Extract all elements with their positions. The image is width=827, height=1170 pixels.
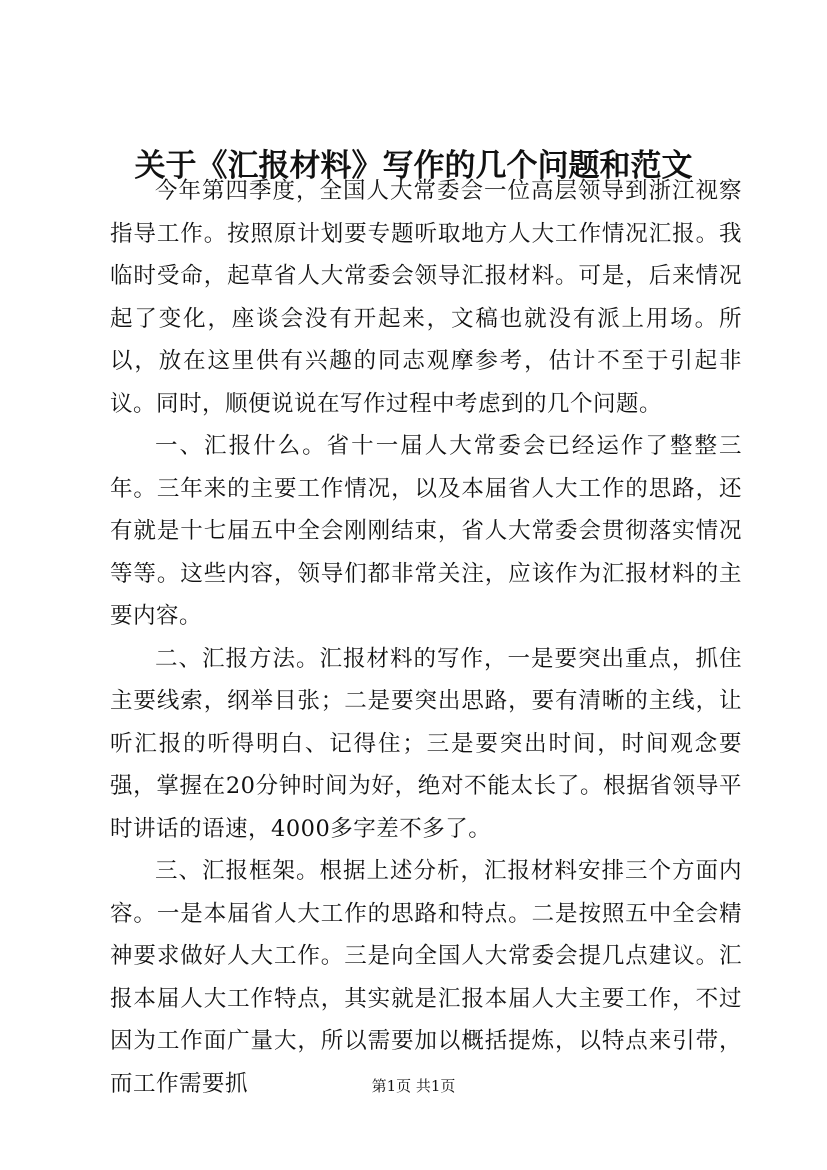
document-title: 关于《汇报材料》写作的几个问题和范文 [134, 148, 693, 184]
paragraph-section-3: 三、汇报框架。根据上述分析，汇报材料安排三个方面内容。一是本届省人大工作的思路和特点。二是按照五中全会精神要求做好人大工作。三是向全国人大常委会提几点建议。汇报本届人大工作特点，其实就是汇报本届人大主要工作，不过因为工作面广量大，所以需要加以概括提炼，以特点来引带，而工作需要抓 [110, 858, 742, 1097]
page-footer: 第1页 共1页 [371, 1077, 456, 1095]
document-body [110, 170, 742, 1105]
paragraph-intro: 今年第四季度，全国人大常委会一位高层领导到浙江视察指导工作。按照原计划要专题听取地方人大工作情况汇报。我临时受命，起草省人大常委会领导汇报材料。可是，后来情况起了变化，座谈会没有开起来，文稿也就没有派上用场。所以，放在这里供有兴趣的同志观摩参考，估计不至于引起非议。同时，顺便说说在写作过程中考虑到的几个问题。 [110, 178, 742, 417]
paragraph-section-1: 一、汇报什么。省十一届人大常委会已经运作了整整三年。三年来的主要工作情况，以及本届省人大工作的思路，还有就是十七届五中全会刚刚结束，省人大常委会贯彻落实情况等等。这些内容，领导们都非常关注，应该作为汇报材料的主要内容。 [110, 433, 742, 629]
paragraph-section-2: 二、汇报方法。汇报材料的写作，一是要突出重点，抓住主要线索，纲举目张；二是要突出思路，要有清晰的主线，让听汇报的听得明白、记得住；三是要突出时间，时间观念要强，掌握在20分钟时间为好，绝对不能太长了。根据省领导平时讲话的语速，4000多字差不多了。 [110, 645, 742, 842]
